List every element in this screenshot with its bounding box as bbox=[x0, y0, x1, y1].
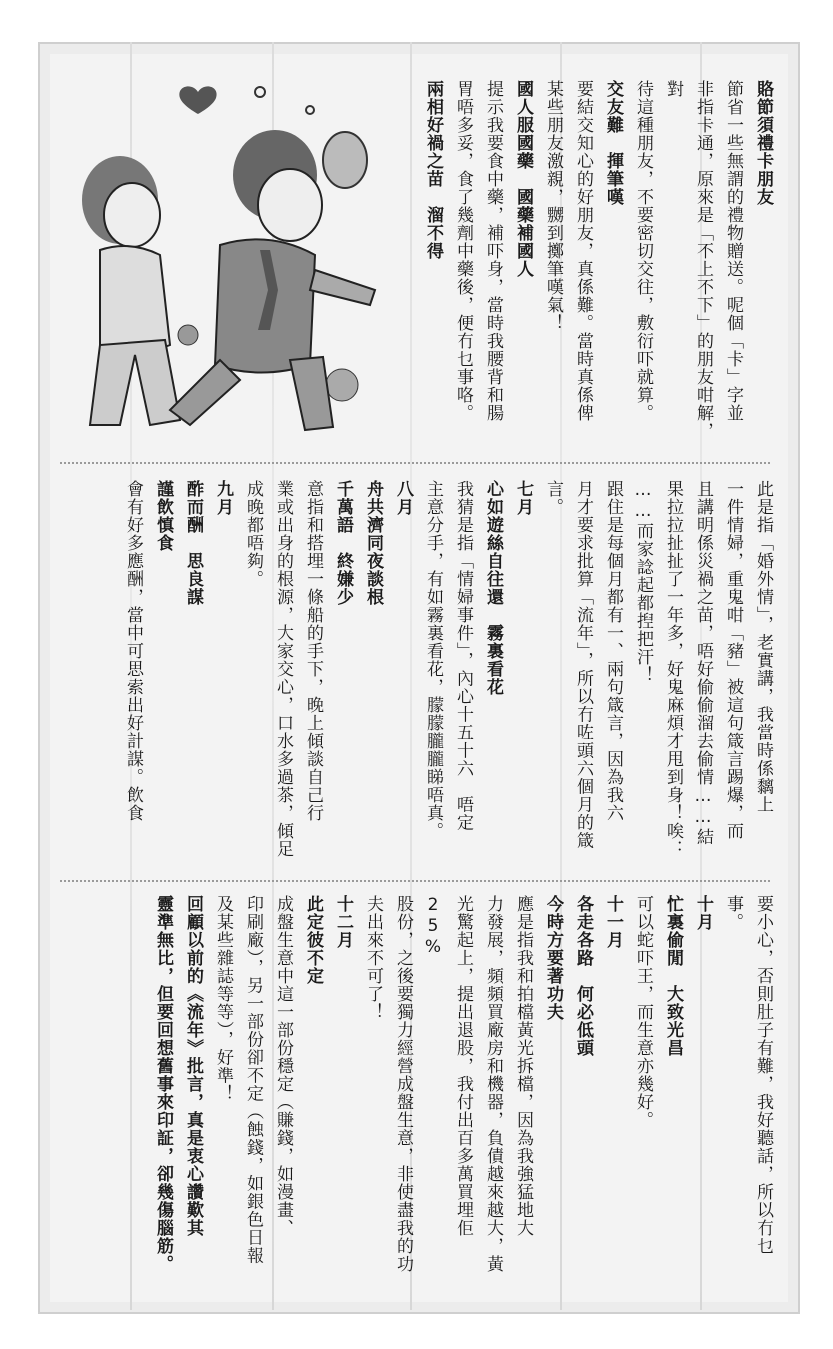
text-line: 要小心，否則肚子有難，我好聽話，所以冇乜 bbox=[753, 895, 773, 1255]
month-heading: 九月 bbox=[213, 480, 233, 516]
text-line: 光驚起上，提出退股，我付出百多萬買埋佢25% bbox=[423, 895, 473, 1237]
heading: 謹飲慎食 bbox=[153, 480, 173, 552]
text-line: 此是指「婚外情」，老實講，我當時係黐上 bbox=[753, 480, 773, 814]
text-line: 且講明係災禍之苗，唔好偷偷溜去偷情……結 bbox=[693, 480, 713, 846]
text-line: 節省一些無謂的禮物贈送。呢個「卡」字並 bbox=[723, 80, 743, 422]
text-line: 股份，之後要獨力經營成盤生意，非使盡我的功 bbox=[393, 895, 413, 1273]
text-line: 果拉拉扯扯了一年多，好鬼麻煩才甩到身！唉： bbox=[663, 480, 683, 858]
text-line: 主意分手，有如霧裏看花，朦朦朧朧睇唔真。 bbox=[423, 480, 443, 840]
text-section-bottom bbox=[148, 895, 778, 1285]
section-divider bbox=[60, 462, 770, 464]
text-line: 要結交知心的好朋友，真係難。當時真係俾 bbox=[573, 80, 593, 422]
text-section-middle bbox=[118, 480, 778, 870]
heading: 靈準無比，但要回想舊事來印証，卻幾傷腦筋。 bbox=[153, 895, 173, 1273]
heading: 此定彼不定 bbox=[303, 895, 323, 985]
month-heading: 十二月 bbox=[333, 895, 353, 949]
text-line: 及某些雜誌等等），好準！ bbox=[213, 895, 233, 1103]
couple-dancing-icon bbox=[60, 70, 390, 450]
text-line: ……而家諗起都揑把汗！ bbox=[633, 480, 653, 684]
text-line: 成晚都唔夠。 bbox=[243, 480, 263, 588]
heading: 今時方要著功夫 bbox=[543, 895, 563, 1021]
text-line: 某些朋友激親，嬲到擲筆嘆氣！ bbox=[543, 80, 563, 332]
couple-dancing-illustration bbox=[60, 70, 390, 450]
section-divider bbox=[60, 880, 770, 882]
month-heading: 八月 bbox=[393, 480, 413, 516]
text-line: 印刷廠），另一部份卻不定（蝕錢，如銀色日報 bbox=[243, 895, 263, 1265]
text-line: 意指和搭埋一條船的手下，晚上傾談自己行 bbox=[303, 480, 323, 822]
text-line: 夫出來不可了！ bbox=[363, 895, 383, 1021]
heading: 酢而酬 思良謀 bbox=[183, 480, 203, 606]
text-line: 提示我要食中藥，補吓身，當時我腰背和腸 bbox=[483, 80, 503, 422]
heading: 各走各路 何必低頭 bbox=[573, 895, 593, 1057]
text-line: 胃唔多妥，食了幾劑中藥後，便冇乜事咯。 bbox=[453, 80, 473, 422]
month-heading: 十一月 bbox=[603, 895, 623, 949]
text-line: 我猜是指「情婦事件」，內心十五十六 唔定 bbox=[453, 480, 473, 832]
text-line: 力發展，頻頻買廠房和機器，負債越來越大，黃 bbox=[483, 895, 503, 1273]
heading: 回顧以前的《流年》批言，真是衷心讚歎其 bbox=[183, 895, 203, 1237]
heading: 兩相好禍之苗 溜不得 bbox=[423, 80, 443, 260]
text-line: 非指卡通，原來是「不上不下」的朋友咁解，對 bbox=[663, 80, 713, 440]
month-heading: 十月 bbox=[693, 895, 713, 931]
text-line: 業或出身的根源，大家交心，口水多過茶，傾足 bbox=[273, 480, 293, 858]
text-line: 言。 bbox=[543, 480, 563, 516]
text-line: 待這種朋友，不要密切交往，敷衍吓就算。 bbox=[633, 80, 653, 422]
text-line: 成盤生意中這一部份穩定（賺錢，如漫畫、 bbox=[273, 895, 293, 1237]
heading: 交友難 揮筆嘆 bbox=[603, 80, 623, 206]
month-heading: 七月 bbox=[513, 480, 533, 516]
text-section-top bbox=[418, 80, 778, 450]
heading: 舟共濟同夜談根 bbox=[363, 480, 383, 606]
text-line: 事。 bbox=[723, 895, 743, 931]
text-line: 會有好多應酬，當中可思索出好計謀。飲食 bbox=[123, 480, 143, 822]
text-line: 應是指我和拍檔黃光拆檔，因為我強猛地大 bbox=[513, 895, 533, 1237]
heading: 賂節須禮卡朋友 bbox=[753, 80, 773, 206]
text-line: 跟住是每個月都有一、兩句箴言，因為我六 bbox=[603, 480, 623, 822]
heading: 千萬語 終嫌少 bbox=[333, 480, 353, 606]
heading: 忙裏偷閒 大致光昌 bbox=[663, 895, 683, 1057]
text-line: 一件情婦，重鬼咁「豬」被這句箴言踢爆，而 bbox=[723, 480, 743, 840]
text-line: 月才要求批算「流年」，所以冇咗頭六個月的箴 bbox=[573, 480, 593, 850]
text-line: 可以蛇吓王，而生意亦幾好。 bbox=[633, 895, 653, 1129]
heading: 國人服國藥 國藥補國人 bbox=[513, 80, 533, 278]
heading: 心如遊絲自往還 霧裏看花 bbox=[483, 480, 503, 696]
